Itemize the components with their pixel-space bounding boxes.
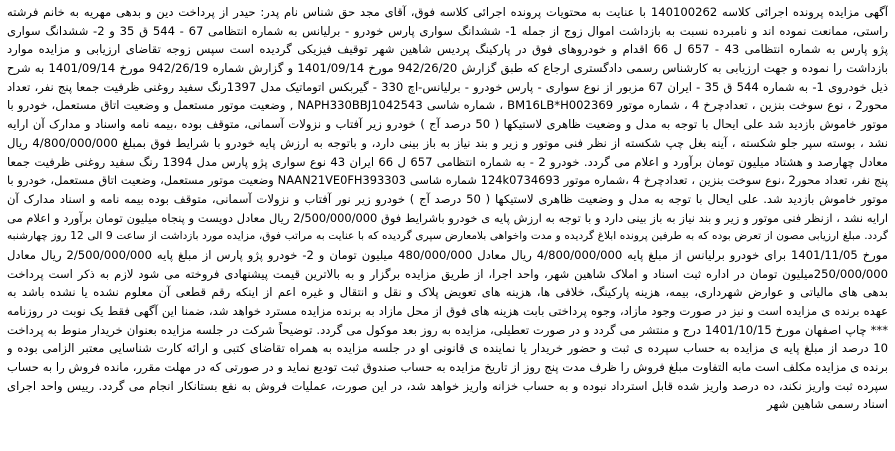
notice-line: محور2 ، نوع سوخت بنزین ، تعدادچرخ 4 ، شماره موتور BM16LB*H002369 ، شماره شاسی NAPH330BBJ1042543 , وضعیت موتور مستعمل و وضعیت اتاق مستعمل، خودرو با: [7, 98, 888, 113]
notice-line: مورخ 1401/11/05 برای خودرو برلیانس از مبلغ پایه 4/800/000/000 ریال معادل 480/000/000 میلیون تومان و 2- خودرو پژو پارس از مبلغ پایه 2/500/000/000 ریال معادل: [7, 247, 888, 262]
notice-line: عهده برنده ی مزایده است و نیز در صورت وجود مازاد، وجوه پرداختی بابت هزینه های فوق از محل مازاد به برنده مزایده مسترد خواهد شد، ضمنا این آگهی فقط یک نوبت در روزنامه: [7, 304, 888, 318]
notice-line: اسناد رسمی شاهین شهر: [766, 397, 888, 412]
notice-line: پنج نفر، تعداد محور2 ،نوع سوخت بنزین ، تعدادچرخ 4 ،شماره موتور 124k0734693 شماره شاسی NAAN21VE0FH393303 وضعیت موتور مستعمل، وضعیت اتاق مستعمل، خودرو با: [7, 173, 888, 188]
notice-line: گردد. مبلغ ارزیابی مصون از تعرض بوده که به طرفین پرونده ابلاغ گردیده و مدت واخواهی بلامعارض سپری گردیده که با عنایت به مراتب فوق، مزایده مورد بازداشت از ساعت 9 الی 12 روز چهارشنبه: [7, 230, 888, 243]
notice-line: *** چاپ اصفهان مورخ 1401/10/15 درج و منتشر می گردد و در صورت تعطیلی، مزایده به روز بعد موکول می گردد. توضیحاً شرکت در جلسه مزایده بعنوان خریدار منوط به پرداخت: [7, 322, 888, 337]
notice-line: معادل چهارصد و هشتاد میلیون تومان برآورد و اعلام می گردد. خودرو 2 - به شماره انتظامی 657 ل 66 ایران 43 نوع سواری پژو پارس مدل 1394 رنگ سفید روغنی ظرفیت جمعا: [7, 154, 888, 169]
notice-line: 250/000/000میلیون تومان در اداره ثبت اسناد و املاک شاهین شهر، واحد اجرا، از طریق مزایده برگزار و به بالاترین قیمت پیشنهادی فروخته می شود لازم به ذکر است پرداخت: [7, 266, 888, 281]
notice-line: برنده ی مزایده مکلف است مابه التفاوت مبلغ فروش را ظرف مدت پنج روز از تاریخ مزایده به حساب صندوق ثبت تودیع نماید و در صورتی که در مهلت مقرر، مانده فروش را به حساب: [7, 360, 888, 375]
notice-line: بازداشت را نموده و جهت ارزیابی به کارشناس رسمی دادگستری ارجاع که طبق گزارش 942/26/20 مورخ 1401/09/14 و گزارش شماره 942/26/19 مورخ 1401/09/14 به شرح: [7, 61, 888, 76]
notice-line: موتور خاموش بازدید شد علی ایحال با توجه به مدل و وضعیت ظاهری لاستیکها ( 50 درصد آج ) خودرو زیر آفتاب و نزولات آسمانی، متوقف بوده ،بیمه نامه واسناد و مدارک آن ارایه: [7, 117, 888, 132]
notice-line: پژو پارس به شماره انتظامی 43 - 657 ل 66 اقدام و خودروهای فوق در پارکینگ پردیس شاهین شهر توقیف فیزیکی گردیده است سپس زوجه تقاضای ارزیابی و مزایده موارد: [7, 42, 888, 57]
notice-line: نشد ، بوسته سپر جلو شکسته ، آینه بغل چپ شکسته از نظر فنی موتور و زیر و بند نیاز به باز بینی دارد، و باتوجه به ارزش پایه خودرو با شرایط فوق بمبلغ 4/800/000/000 ریال: [7, 135, 888, 150]
notice-line: راستی، ممانعت نموده اند و نامبرده نسبت به بازداشت اموال زوج از جمله 1- ششدانگ سواری پارس خودرو - برلیانس به شماره انتظامی 67 - 544 ق 35 و 2- ششدانگ سواری: [7, 23, 888, 38]
notice-line: سپرده ثبت واریز نکند، ده درصد واریز شده قابل استرداد نبوده و به حساب خزانه واریز خواهد شد، در این صورت، عملیات فروش به نفع بستانکار انجام می گردد. رییس واحد اجرای: [7, 378, 888, 393]
notice-line: بدهی های مالیاتی و عوارض شهرداری، بیمه، هزینه پارکینگ، خلافی ها، هزینه های تعویض پلاک و نقل و انتقال و غیره اعم از اینکه رقم قطعی آن معلوم نشده یا نشده باشد به: [7, 285, 888, 300]
notice-line: ارایه نشد ، ازنظر فنی موتور و زیر و بند نیاز به باز بینی دارد و با توجه به ارزش پایه ی خودرو باشرایط فوق 2/500/000/000 ریال معادل دویست و پنجاه میلیون تومان برآورد و اعلام می: [7, 210, 888, 225]
notice-line: 10 درصد از مبلغ پایه ی مزایده به حساب سپرده ی ثبت و حضور خریدار یا نماینده ی قانونی او در جلسه مزایده به همراه تقاضای کتبی و ارائه کارت شناسایی معتبر الزامی بوده و: [7, 341, 888, 356]
notice-line: ذیل خودروی 1- به شماره 544 ق 35 - ایران 67 مزبور از نوع سواری - پارس خودرو - برلیانس-اچ 330 - گیربکس اتوماتیک مدل 1397رنگ سفید روغنی ظرفیت جمعا پنج نفر، تعداد: [7, 79, 888, 94]
notice-line: موتور خاموش بازدید شد. علی ایحال با توجه به مدل و وضعیت ظاهری لاستیکها ( 50 درصد آج ) خودرو زیر نور آفتاب و نزولات آسمانی، متوقف بوده بیمه نامه و اسناد مدارک آن: [7, 191, 888, 206]
notice-line: آگهی مزایده پرونده اجرائی کلاسه 140100262 با عنایت به محتویات پرونده اجرائی کلاسه فوق، آقای مجد حق شناس نام پدر: حیدر از پرداخت دین و بدهی مهریه به خانم فرشته: [7, 5, 888, 19]
